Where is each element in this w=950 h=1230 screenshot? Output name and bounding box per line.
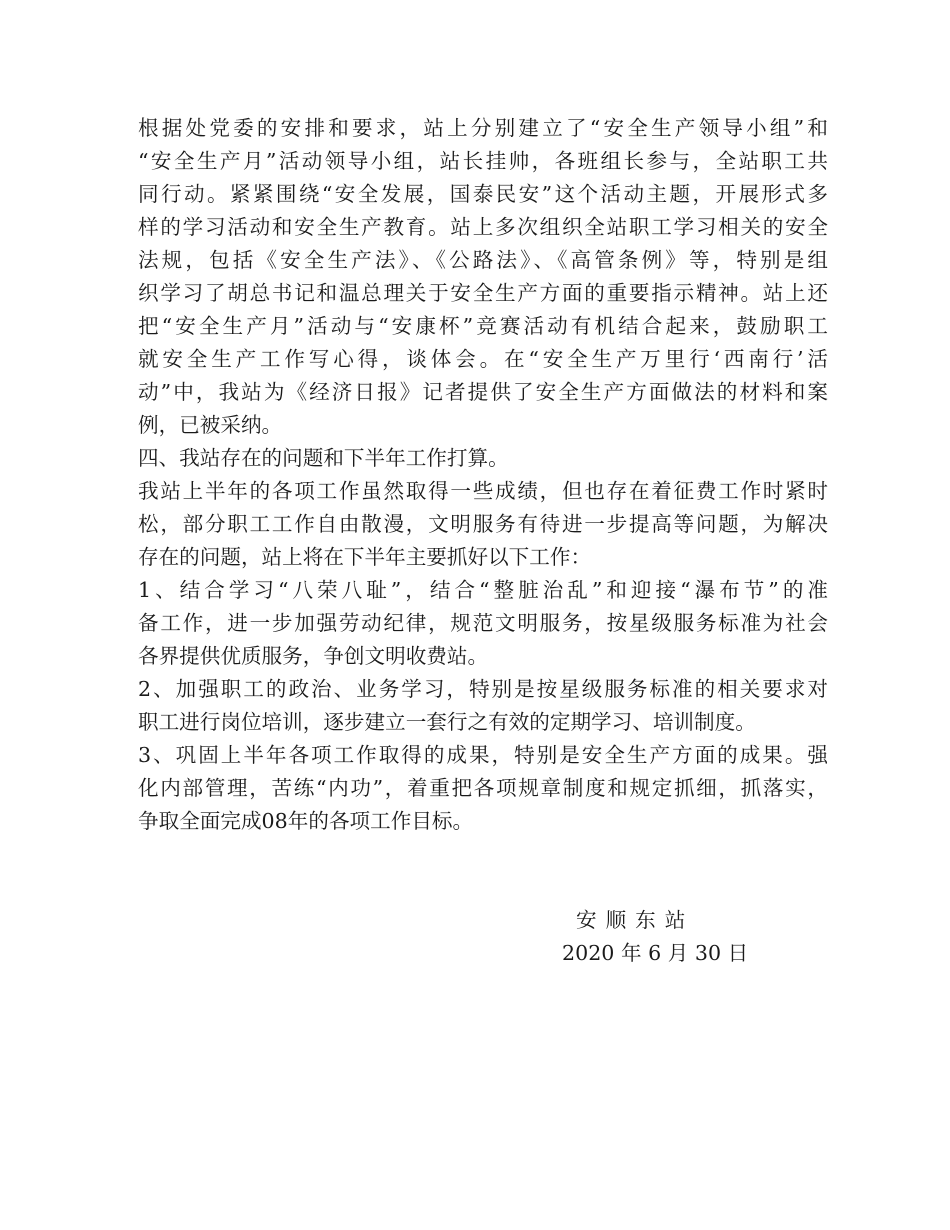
- text-line: 各界提供优质服务，争创文明收费站。: [138, 644, 489, 668]
- document-body: [138, 112, 828, 838]
- text-line: 备工作，进一步加强劳动纪律，规范文明服务，按星级服务标准为社会: [138, 611, 828, 635]
- text-line: 例，已被采纳。: [138, 413, 283, 437]
- text-line: 就安全生产工作写心得，谈体会。在“安全生产万里行‘西南行’活: [138, 347, 828, 371]
- text-line: 同行动。紧紧围绕“安全发展，国泰民安”这个活动主题，开展形式多: [138, 182, 828, 206]
- signature-block: [520, 904, 770, 970]
- text-line: 化内部管理，苦练“内功”，着重把各项规章制度和规定抓细，抓落实，: [138, 776, 828, 800]
- text-line: 动”中，我站为《经济日报》记者提供了安全生产方面做法的材料和案: [138, 380, 828, 404]
- text-line: 织学习了胡总书记和温总理关于安全生产方面的重要指示精神。站上还: [138, 281, 828, 305]
- signature-organization: 安顺东站: [576, 908, 695, 932]
- text-line: 3、巩固上半年各项工作取得的成果，特别是安全生产方面的成果。强: [138, 743, 828, 767]
- text-line: 根据处党委的安排和要求，站上分别建立了“安全生产领导小组”和: [138, 116, 828, 140]
- text-line: 存在的问题，站上将在下半年主要抓好以下工作：: [138, 545, 592, 569]
- text-line: 争取全面完成08年的各项工作目标。: [138, 809, 474, 833]
- signature-date: 2020 年 6 月 30 日: [562, 941, 749, 965]
- text-line: 松，部分职工工作自由散漫，文明服务有待进一步提高等问题，为解决: [138, 512, 828, 536]
- text-line: 样的学习活动和安全生产教育。站上多次组织全站职工学习相关的安全: [138, 215, 828, 239]
- text-line: 我站上半年的各项工作虽然取得一些成绩，但也存在着征费工作时紧时: [138, 479, 828, 503]
- text-line: 四、我站存在的问题和下半年工作打算。: [138, 446, 509, 470]
- text-line: 职工进行岗位培训，逐步建立一套行之有效的定期学习、培训制度。: [138, 710, 756, 734]
- text-line: 把“安全生产月”活动与“安康杯”竞赛活动有机结合起来，鼓励职工: [138, 314, 828, 338]
- text-line: 法规，包括《安全生产法》、《公路法》、《高管条例》等，特别是组: [138, 248, 828, 272]
- text-line: “安全生产月”活动领导小组，站长挂帅，各班组长参与，全站职工共: [138, 149, 828, 173]
- text-line: 2、加强职工的政治、业务学习，特别是按星级服务标准的相关要求对: [138, 677, 828, 701]
- text-line: 1、结合学习“八荣八耻”，结合“整脏治乱”和迎接“瀑布节”的准: [138, 578, 828, 602]
